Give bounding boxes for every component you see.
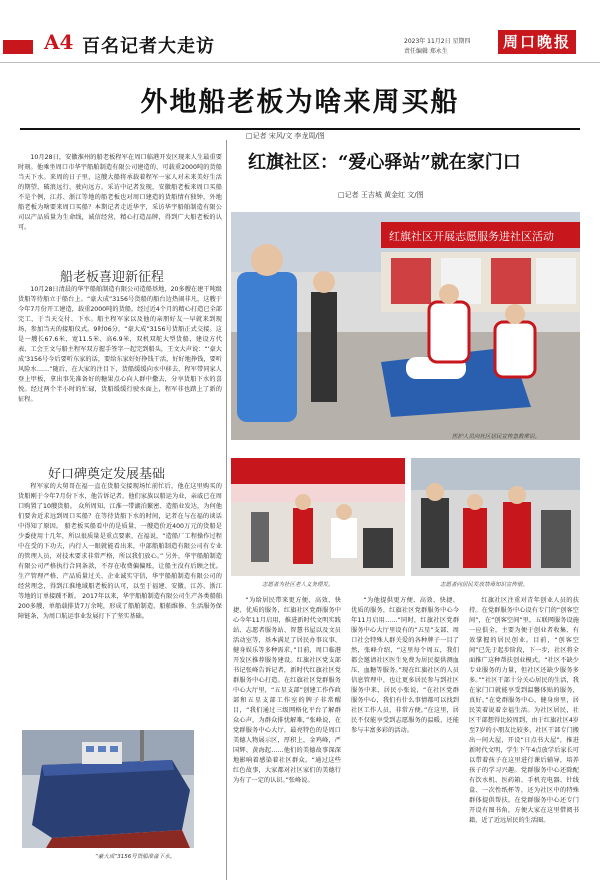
headline-rule bbox=[20, 128, 580, 130]
date-line: 2023年 11月2日 星期四 bbox=[404, 38, 471, 45]
article2-col-1: “为给居民带来更方便、高效、快捷、优质的服务，红旗社区党群服务中心今年11月启用，推进新时代文明实践站、志愿者服务站、智慧书屋以及文员活动室等，基本满足了居民办事议事、健身娱乐等多种需求，”目前，周口临港开发区推荐服务建设。红旗社区党支部书记张峰告诉记者，新时代红旗社区党群服务中心打造。在红旗社区党群服务中心大厅里，“五星支部”创建工作作政部和五星支部工作室的牌子非常醒目，“我们通过三级网格化平台了解群众心声，为群众排忧解难，”张峰说，在党群服务中心大厅，最亮特色的是周口美德人物展示区，厚积上，金鸡峰，严国辉、黄海起……他们的美德故事深深地影响着感染着社区群众。“通过这些红色故事，大家都对社区家们的美德行为有了一定的认识。”张峰说。 bbox=[233, 597, 341, 784]
main-headline: 外地船老板为啥来周买船 bbox=[140, 87, 460, 118]
article1-byline: □记者 宋风/文 李龙周/图 bbox=[246, 132, 325, 140]
banner-text: 红旗社区开展志愿服务进社区活动 bbox=[389, 230, 554, 243]
first-aid-photo bbox=[231, 212, 580, 440]
article2-col-2: “为他提供更方便、高效、快捷、优质的服务，红旗社区党群服务中心今年11月启用……”同时，红旗社区党群服务中心大厅里设有的“五星”支部、周口社会特殊人群关爱的各种牌子一目了然，张峰介绍，“这里每个周五，我们都会邀请社区医生免费为居民提供测血压、血糖等服务。”现在红旗社区的人员信息管理中，也让更多居民参与到社区服务中来，居民小张说，“在社区党群服务中心，我们有什么事情都可以找到社区工作人员，非常方便。”在这里，居民不仅能享受到志愿服务的温暖，还能参与丰富多彩的活动。 bbox=[351, 597, 459, 734]
column-divider bbox=[226, 140, 227, 880]
section-title: 百名记者大走访 bbox=[82, 36, 215, 57]
leaflet-photo-caption: 志愿者向居民发放禁毒知识宣传册。 bbox=[440, 582, 529, 588]
red-corner-tab bbox=[3, 40, 33, 54]
article1-intro: 10月28日，安徽淮州的船老板程军在周口临港开发区现来人生最重要时刻。他乘坐周口市华宇船舶制造有限公司建造的、可载重2000吨的货船当天下水。来周的日子里，这艘大船将承载着程军一家人对未来美好生活的期望，破浪远行，驶向远方。采访中记者发现，安徽船老板来周口买船不是个例，江苏、浙江等地的船老板也对周口建造的货船情有独钟，外地船老板为啥要来周口买船？本期记者走近华宇，采访华宇船舶制造有限公司以产品质量为生命线，诚信经营，精心打造品牌，得到广大船老板的认可。 bbox=[18, 154, 222, 231]
editor-line: 责任编辑 郑永生 bbox=[404, 48, 448, 55]
article2-col-3: 红旗社区注重对青年创业人员的扶持。在党群服务中心设有专门的“创客空间”，在“创客空间”里，五联网服务设施一应俱全，主要为便于创业者收集、有效掌握的居民创业。目前，“创客空间”已先于起步阶段，下一步，社区将全面推广这种帮扶创业模式。“社区不缺少专业服务的力量，但社区还缺少服务多多。”“社区干部十分关心居民的生活，我在家门口就能享受到温馨体贴的服务，真好。”在党群服务中心，健身房里，居民笑着说着幸福生活。为社区居民，社区干部想得比较周到，由于红旗社区4岁至7岁的小朋友比较多，社区干部专门搬出一间大屋，开设“日点书大屋”，推进新时代文明，学生下午4点放学后家长可以带着孩子在这里进行课后辅导，培养孩子的学习兴趣。党群服务中心还除配有饮水机、医药箱、手机充电器、针线盒、一次性纸杯等，还为社区中的特殊群体提供帮扶。在党群服务中心还专门开设有图书角，方便大家在这里借阅书籍，近了近远居民的生活圈。 bbox=[469, 597, 579, 824]
article1-subhead-1: 船老板喜迎新征程 bbox=[60, 270, 165, 285]
article1-para-2: 程军家的大舅哥在福一直在货船交接现场忙前忙后，他在这里购买的货船刚于今年7月份下水，他告诉记者，他们家族以船运为业，亲戚已在周口购置了10艘货船。 众所周知，江淮一带湖泊繁密、造船业发达，为何他们要舍近求远到周口买船？在等待货船下水的时间，记者在与在福的谈话中得知了原因。 船老板买船看中的是质量，一艘造价近400万元的货船是少委使用十几年，所以很质量是重点要素，在福说，“造船厂工程操作过程中在受的下功夫，内行人一眼就能看出来，中部船舶制造有限公司有专业的管理人员，对技术要求非常严格，所以我们放心。” 另外，华宇船舶制造有限公司严格执行合同条款，不存在收费偏偏账，让船主没有后顾之忧。 生产管理严格、产品质量过关、企业诚实守信，华宇船舶制造有限公司的经营理念，得到江淮地域船老板的认可，以至于福建、安徽、江苏、浙江等地的订单接踵不断。 2017年以来，华宇船舶制造有限公司生产各类船舶200多艘，单船载排货7万余吨，形成了船舶制造、船舶维修、生活服务保障链条，为周口航运事业发展打下了坚实基础。 bbox=[18, 483, 222, 620]
haircut-photo-caption: 志愿者为社区老人义务理发。 bbox=[262, 582, 334, 588]
article2-byline: □记者 王吉城 黄金红 文/图 bbox=[338, 191, 424, 199]
haircut-photo bbox=[231, 458, 405, 576]
page-number: A4 bbox=[44, 30, 74, 54]
ship-photo-caption: “豪大成”3156号货船准备下水。 bbox=[95, 854, 176, 860]
first-aid-photo-caption: 医护人员向社区居民宣传急救常识。 bbox=[452, 434, 541, 440]
leaflet-photo bbox=[411, 458, 580, 576]
article1-subhead-2: 好口碑奠定发展基础 bbox=[48, 467, 166, 482]
article2-headline: 红旗社区：“爱心驿站”就在家门口 bbox=[248, 152, 521, 173]
article1-para-1: 10月28日清晨的华宇船舶制造有限公司造船基地，20多艘在建干吨级货船等待船立于船台上。“豪大成”3156号货船的船台边热闹非凡，这艘于今年7月份开工建造，载重2000吨的货船，经过近4个月的精心打造已全部完工，于当天交付、下水。船主程军家以及他的亲朋好友一早就来到现场，参加当天的接船仪式。9时06分，“豪大成”3156号货船正式交接。这是一艘长67.6米、宽11.5米、高6.9米，双机双舵大型货船，建设方代表、工会王文与船主程军双方握手签字一起完到船头，王文大声说：“‘豪大成’3156号今后要听东家的话，要给东家好好挣钱干活，好好地挣钱，要听风险水……”随后，在大家的注目下，货船缓缓向水中移去，程军带同家人登上甲板，拿出事先准备好的糖果点心向人群中撒去，分享货船下水的喜悦。经过两个半小时的忙碌，货船缓缓行驶水面上，程军非也踏上了新的征程。 bbox=[18, 286, 222, 403]
ship-photo bbox=[22, 730, 194, 848]
newspaper-logo: 周口晚报 bbox=[498, 30, 576, 54]
